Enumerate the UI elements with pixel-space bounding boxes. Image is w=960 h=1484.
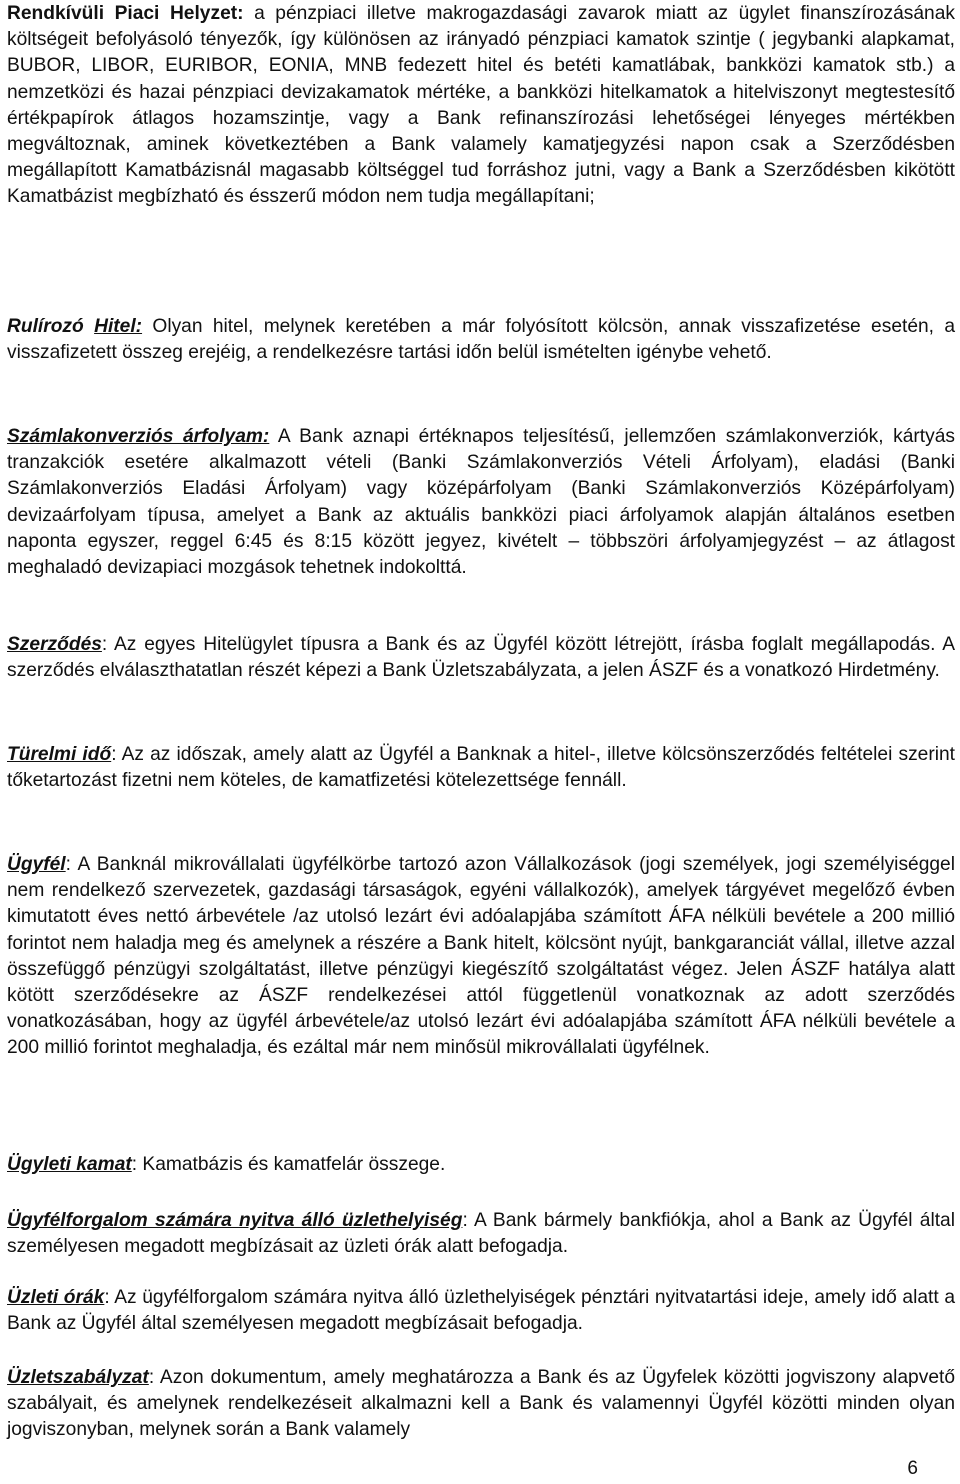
definition-term: Rendkívüli Piaci Helyzet: (7, 3, 244, 24)
definition-text: Olyan hitel, melynek keretében a már folyósított kölcsön, annak visszafizetése esetén, a visszafizetett összeg erejéig, a rendelkezésre tartási időn belül ismételten igénybe vehető. (7, 316, 955, 364)
definition-text: A Bank aznapi értéknapos teljesítésű, jellemzően számlakonverziók, kártyás tranzakciók esetére alkalmazott vételi (Banki Számlakonverziós Vételi Árfolyam), eladási (Banki Számlakonverziós Eladási Árfolyam) vagy középárfolyam (Banki Számlakonverziós Középárfolyam) devizaárfolyam típusa, amelyet a Bank az aktuális bankközi piaci árfolyamok alapján általános esetben naponta egyszer, reggel 6:45 és 8:15 között jegyez, kivételt – többszöri árfolyamjegyzést – az átlagost meghaladó devizapiaci mozgások tehetnek indokolttá. (7, 426, 955, 579)
definition-text: : Az az időszak, amely alatt az Ügyfél a Banknak a hitel-, illetve kölcsönszerződés feltételei szerint tőketartozást fizetni nem köteles, de kamatfizetési kötelezettsége fennáll. (7, 744, 955, 792)
definition-term: Üzletszabályzat (7, 1367, 149, 1388)
definition-ugyfelforgalom-uzlethelyiseg (7, 1208, 955, 1260)
definition-rendkivuli-piaci-helyzet (7, 1, 955, 211)
definition-term: Türelmi idő (7, 744, 112, 765)
definition-term-part-1: Rulírozó (7, 316, 84, 337)
definition-szerzodes (7, 632, 955, 684)
definition-text: : Kamatbázis és kamatfelár összege. (131, 1154, 446, 1175)
definition-ugyfel (7, 852, 955, 1062)
definition-term: Szerződés (7, 634, 102, 655)
page-number: 6 (907, 1458, 918, 1479)
definition-term: Üzleti órák (7, 1287, 105, 1308)
definition-text: : Az ügyfélforgalom számára nyitva álló üzlethelyiségek pénztári nyitvatartási ideje, amely idő alatt a Bank az Ügyfél által személyesen megadott megbízásait befogadja. (7, 1287, 955, 1335)
definition-text: : Azon dokumentum, amely meghatározza a Bank és az Ügyfelek közötti jogviszony alapvető szabályait, és amelynek rendelkezéseit alkalmazni kell a Bank és valamennyi Ügyfél közötti minden olyan jogviszonyban, melynek során a Bank valamely (7, 1367, 955, 1441)
definition-uzletszabalyzat (7, 1365, 955, 1444)
definition-text: : A Bank bármely bankfiókja, ahol a Bank az Ügyfél által személyesen megadott megbízásait az üzleti órák alatt befogadja. (7, 1210, 955, 1258)
definition-term: Ügyleti kamat (7, 1154, 132, 1175)
definition-term-part-2: Hitel: (94, 316, 143, 337)
definition-text: : A Banknál mikrovállalati ügyfélkörbe tartozó azon Vállalkozások (jogi személyek, jogi személyiséggel nem rendelkező szervezetek, gazdasági társaságok, egyéni vállalkozók), amelyek tárgyévet megelőző évben kimutatott éves nettó árbevétele /az utolsó lezárt évi adóalapjába számított ÁFA nélküli bevétele a 200 millió forintot nem haladja meg és amelynek a részére a Bank hitelt, kölcsönt nyújt, bankgaranciát vállal, illetve azzal összefüggő pénzügyi szolgáltatást, illetve pénzügyi kiegészítő szolgáltatást végez. Jelen ÁSZF hatálya alatt kötött szerződésekre az ÁSZF rendelkezései attól függetlenül vonatkoznak az adott szerződés vonatkozásában, hogy az ügyfél árbevétele/az utolsó lezárt évi adóalapjába számított ÁFA nélküli bevétele a 200 millió forintot meghaladja, és ezáltal már nem minősül mikrovállalati ügyfélnek. (7, 854, 955, 1059)
definition-term: Ügyfél (7, 854, 66, 875)
definition-text: : Az egyes Hitelügylet típusra a Bank és az Ügyfél között létrejött, írásba foglalt megállapodás. A szerződés elválaszthatatlan részét képezi a Bank Üzletszabályzata, a jelen ÁSZF és a vonatkozó Hirdetmény. (7, 634, 955, 682)
definition-rulirozo-hitel (7, 314, 955, 366)
definition-turelmi-ido (7, 742, 955, 794)
definition-ugyleti-kamat (7, 1152, 445, 1178)
definition-text: a pénzpiaci illetve makrogazdasági zavarok miatt az ügylet finanszírozásának költségeit befolyásoló tényezők, így különösen az irányadó pénzpiaci kamatok szintje ( jegybanki alapkamat, BUBOR, LIBOR, EURIBOR, EONIA, MNB fedezett hitel és betéti kamatlábak, bankközi kamatok stb.) a nemzetközi és hazai pénzpiaci devizakamatok mértéke, a bankközi hitelkamatok a hitelviszonyt megtestesítő értékpapírok átlagos hozamszintje, vagy a Bank refinanszírozási lehetőségei lényeges mértékben megváltoznak, aminek következtében a Bank valamely kamatjegyzési napon csak a Szerződésben megállapított Kamatbázisnál magasabb költséggel tud forráshoz jutni, vagy a Bank a Szerződésben kikötött Kamatbázist megbízható és ésszerű módon nem tudja megállapítani; (7, 3, 955, 208)
definition-szamlakonverzios-arfolyam (7, 424, 955, 581)
definition-uzleti-orak (7, 1285, 955, 1337)
definition-term: Ügyfélforgalom számára nyitva álló üzlethelyiség (7, 1210, 463, 1231)
definition-term: Számlakonverziós árfolyam: (7, 426, 270, 447)
